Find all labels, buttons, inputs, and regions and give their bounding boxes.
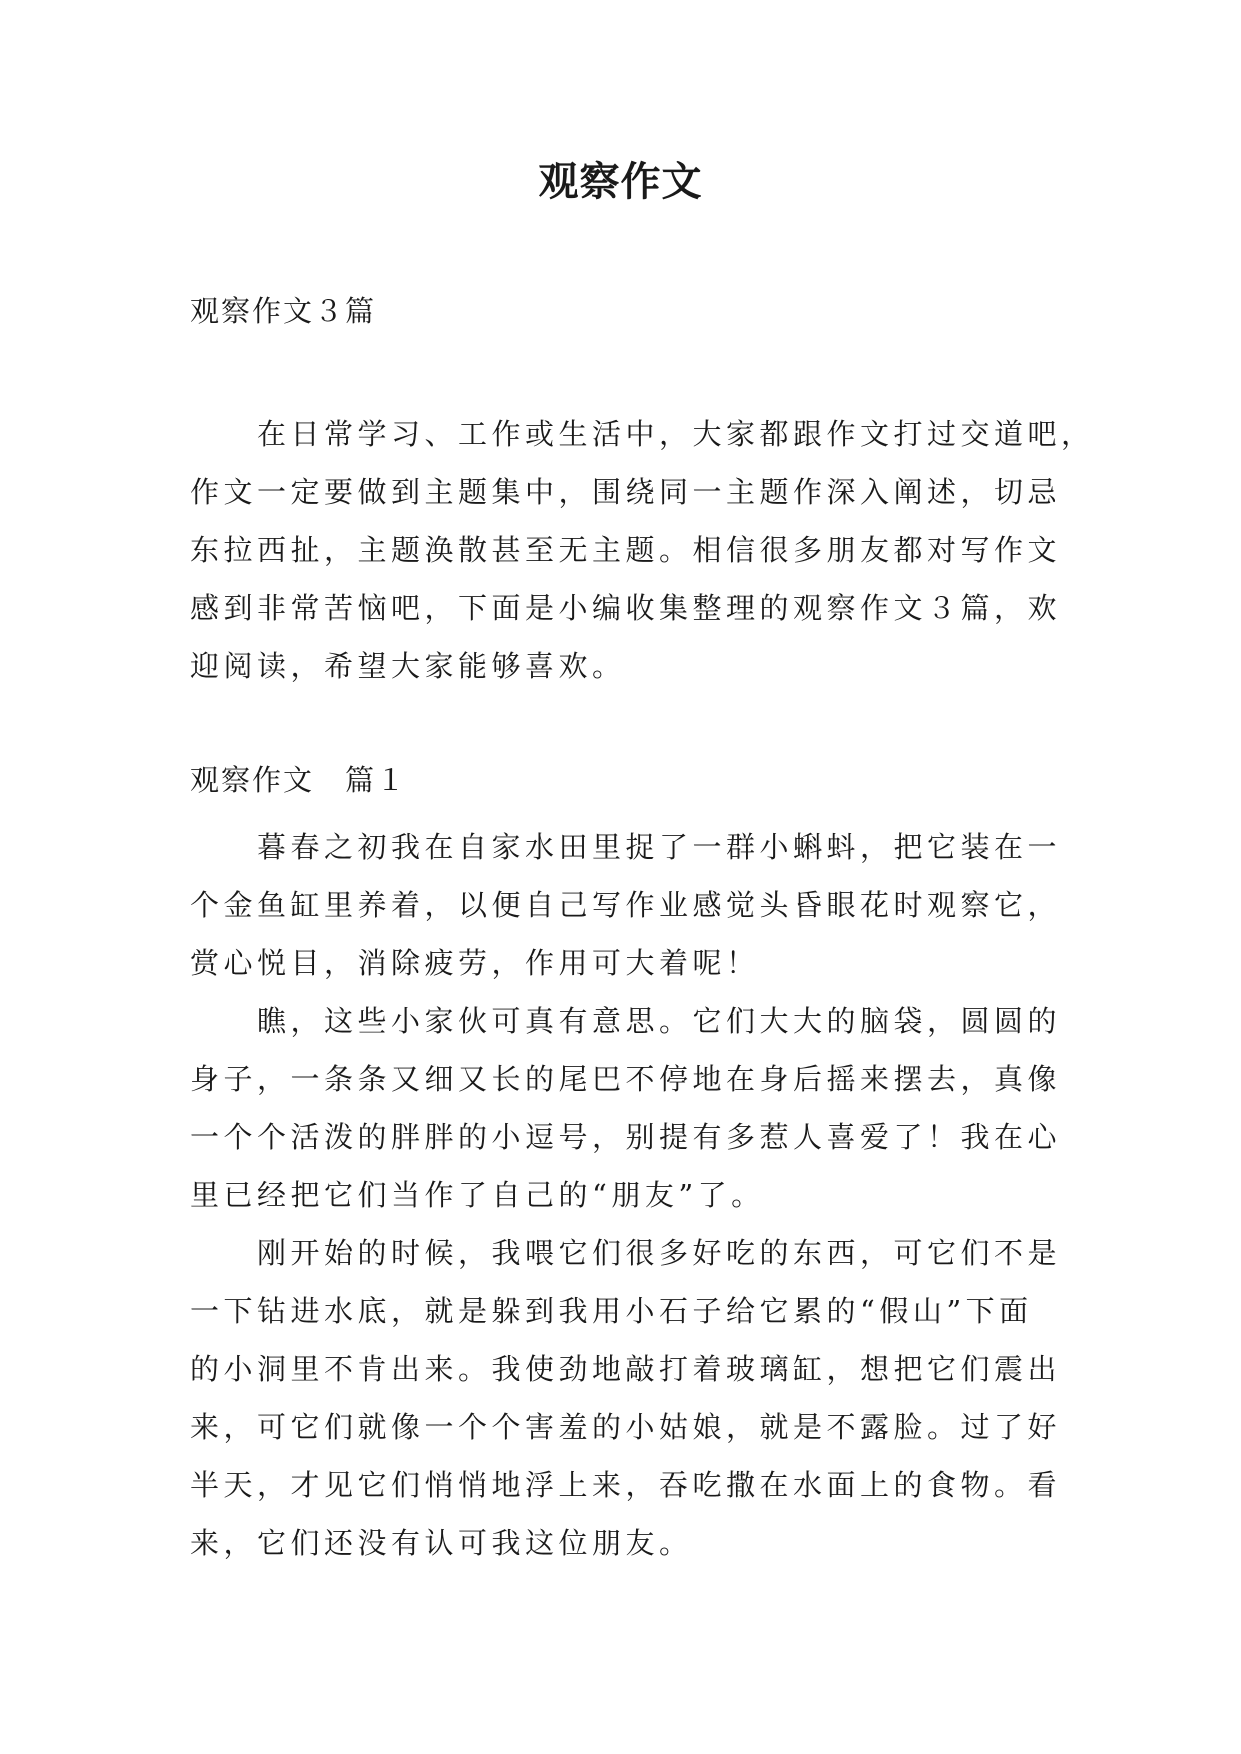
body-line: 一个个活泼的胖胖的小逗号，别提有多惹人喜爱了！我在心 (190, 1120, 1062, 1154)
body-line: 来，可它们就像一个个害羞的小姑娘，就是不露脸。过了好 (190, 1410, 1062, 1444)
intro-line: 在日常学习、工作或生活中，大家都跟作文打过交道吧， (190, 417, 1095, 451)
body-line: 的小洞里不肯出来。我使劲地敲打着玻璃缸，想把它们震出 (190, 1352, 1062, 1386)
body-line: 身子，一条条又细又长的尾巴不停地在身后摇来摆去，真像 (190, 1062, 1062, 1096)
body-line: 一下钻进水底，就是躲到我用小石子给它累的“假山”下面 (190, 1294, 1033, 1328)
body-line: 暮春之初我在自家水田里捉了一群小蝌蚪，把它装在一 (190, 830, 1062, 864)
body-line: 瞧，这些小家伙可真有意思。它们大大的脑袋，圆圆的 (190, 1004, 1062, 1038)
intro-paragraph (190, 405, 1095, 695)
section-heading: 观察作文 篇１ (190, 763, 408, 797)
intro-line: 作文一定要做到主题集中，围绕同一主题作深入阐述，切忌 (190, 475, 1062, 509)
section-1 (190, 760, 1070, 1572)
body-line: 刚开始的时候，我喂它们很多好吃的东西，可它们不是 (190, 1236, 1062, 1270)
intro-line: 迎阅读，希望大家能够喜欢。 (190, 649, 626, 683)
body-line: 赏心悦目，消除疲劳，作用可大着呢！ (190, 946, 760, 980)
intro-line: 感到非常苦恼吧，下面是小编收集整理的观察作文３篇，欢 (190, 591, 1062, 625)
body-line: 个金鱼缸里养着，以便自己写作业感觉头昏眼花时观察它， (190, 888, 1062, 922)
document-subtitle: 观察作文３篇 (190, 294, 377, 328)
body-line: 里已经把它们当作了自己的“朋友”了。 (190, 1178, 765, 1212)
body-line: 半天，才见它们悄悄地浮上来，吞吃撒在水面上的食物。看 (190, 1468, 1062, 1502)
document-title: 观察作文 (538, 158, 703, 205)
intro-line: 东拉西扯，主题涣散甚至无主题。相信很多朋友都对写作文 (190, 533, 1062, 567)
body-line: 来，它们还没有认可我这位朋友。 (190, 1526, 693, 1560)
